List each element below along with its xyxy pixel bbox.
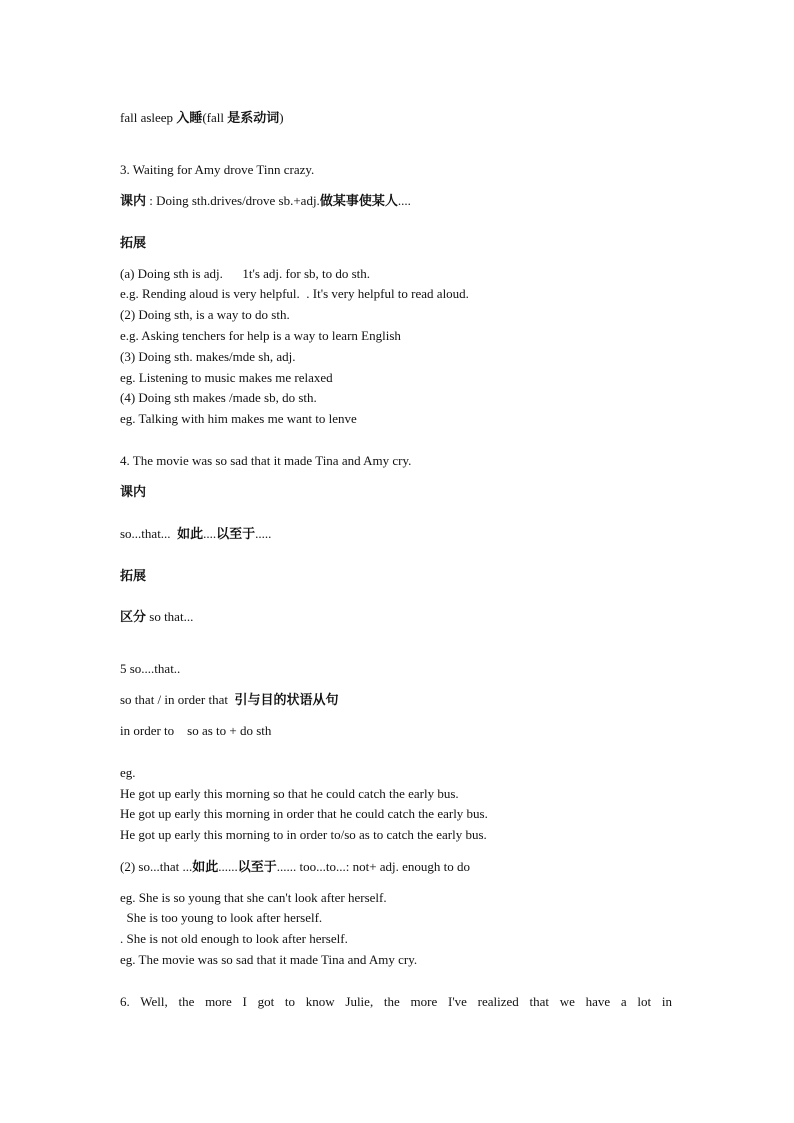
line-in-order-that xyxy=(120,692,338,709)
text-cn: 做某事使某人 xyxy=(319,194,398,209)
line-a: (a) Doing sth is adj. 1t's adj. for sb, to do sth. xyxy=(120,266,371,281)
text-cn: 如此 xyxy=(192,860,219,875)
line-so-that xyxy=(120,526,271,543)
text-cn: 引与目的状语从句 xyxy=(234,693,339,708)
text-en: so...that... xyxy=(120,526,178,541)
text-cn: 拓展 xyxy=(120,236,147,251)
text-cn: 以至于 xyxy=(216,527,256,542)
heading-4: 4. The movie was so sad that it made Tina and Amy cry. xyxy=(120,453,412,468)
line-eg-2: e.g. Asking tenchers for help is a way to learn English xyxy=(120,328,401,343)
line-2-so-that xyxy=(120,859,470,876)
text-cn: 是系动词 xyxy=(227,111,280,126)
text-cn: 课内 xyxy=(120,194,147,209)
line-eg-movie: eg. The movie was so sad that it made Tina and Amy cry. xyxy=(120,952,418,967)
line-example-1: He got up early this morning so that he could catch the early bus. xyxy=(120,786,459,801)
text-en: (2) so...that ... xyxy=(120,859,193,874)
text-en: so that... xyxy=(146,609,194,624)
line-4: (4) Doing sth makes /made sb, do sth. xyxy=(120,390,317,405)
text-en: ..... xyxy=(255,526,272,541)
line-eg-label: eg. xyxy=(120,765,136,780)
line-ketnei-3 xyxy=(120,193,411,210)
text-cn: 区分 xyxy=(120,610,147,625)
line-eg-3: eg. Listening to music makes me relaxed xyxy=(120,370,333,385)
heading-5: 5 so....that.. xyxy=(120,661,181,676)
line-example-3: He got up early this morning to in order to/so as to catch the early bus. xyxy=(120,827,487,842)
line-2: (2) Doing sth, is a way to do sth. xyxy=(120,307,290,322)
line-qufen xyxy=(120,609,193,626)
text-cn: 以至于 xyxy=(237,860,277,875)
line-eg-4: eg. Talking with him makes me want to lenve xyxy=(120,411,357,426)
label-tuozhan-2 xyxy=(120,568,146,585)
text-en: fall asleep xyxy=(120,110,177,125)
line-in-order-to: in order to so as to + do sth xyxy=(120,723,272,738)
text-cn: 如此 xyxy=(177,527,204,542)
text-cn: 拓展 xyxy=(120,569,147,584)
line-eg-1: e.g. Rending aloud is very helpful. . It's very helpful to read aloud. xyxy=(120,286,469,301)
text-cn: 课内 xyxy=(120,485,147,500)
line-eg-young-1: eg. She is so young that she can't look after herself. xyxy=(120,890,387,905)
text-en: : Doing sth.drives/drove sb.+adj. xyxy=(146,193,320,208)
line-eg-young-3: . She is not old enough to look after herself. xyxy=(120,931,348,946)
line-example-2: He got up early this morning in order that he could catch the early bus. xyxy=(120,806,488,821)
text-cn: 入睡 xyxy=(176,111,203,126)
heading-3: 3. Waiting for Amy drove Tinn crazy. xyxy=(120,162,315,177)
line-3: (3) Doing sth. makes/mde sh, adj. xyxy=(120,349,296,364)
heading-6: 6. Well, the more I got to know Julie, the more I've realized that we have a lot in xyxy=(120,994,672,1009)
label-tuozhan xyxy=(120,235,146,252)
line-eg-young-2: She is too young to look after herself. xyxy=(120,910,323,925)
text-en: ...... xyxy=(218,859,238,874)
label-ketnei-4 xyxy=(120,484,146,501)
text-en: ) xyxy=(279,110,284,125)
text-en: so that / in order that xyxy=(120,692,235,707)
line-fall-asleep xyxy=(120,110,284,127)
text-en: .... xyxy=(397,193,411,208)
text-en: ...... too...to...: not+ adj. enough to do xyxy=(276,859,471,874)
text-en: (fall xyxy=(202,110,228,125)
text-en: .... xyxy=(203,526,217,541)
